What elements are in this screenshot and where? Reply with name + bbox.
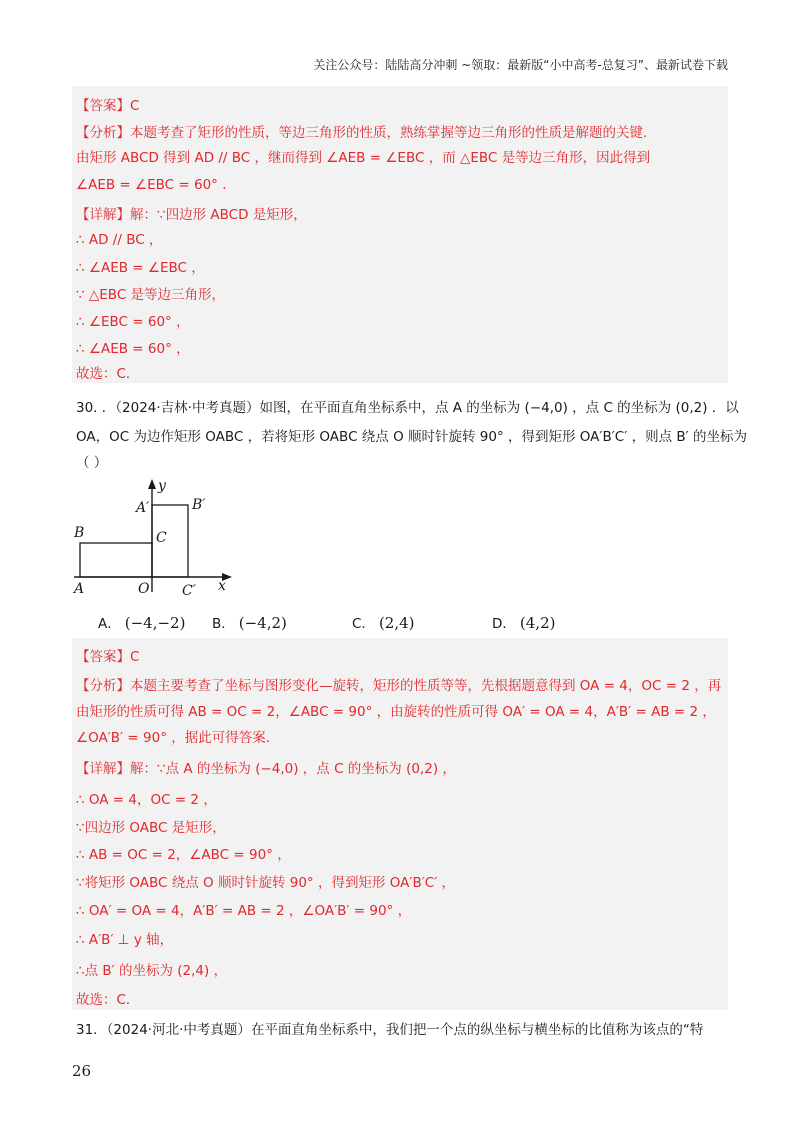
option-label: D． (492, 616, 516, 632)
coordinate-figure (70, 476, 240, 600)
detail-line: ∴ OA = 4，OC = 2 ， (76, 792, 217, 808)
detail-line: ∴ A′B′ ⊥ y 轴， (76, 932, 174, 948)
detail-line: ∵ △EBC 是等边三角形， (76, 287, 226, 303)
option-b[interactable] (212, 612, 287, 632)
option-value: (−4,2) (238, 614, 287, 632)
page-header: 关注公众号：陆陆高分冲刺 ~领取：最新版“小中高考-总复习”、最新试卷下载 (313, 58, 728, 72)
detail-line: ∵将矩形 OABC 绕点 O 顺时针旋转 90° ，得到矩形 OA′B′C′ ， (76, 875, 456, 891)
label-A: A (74, 581, 85, 597)
option-label: A． (98, 616, 121, 632)
detail-line: 【详解】解：∵四边形 ABCD 是矩形， (76, 207, 307, 223)
label-y: y (158, 478, 166, 494)
option-label: B． (212, 616, 235, 632)
answer-line: 【答案】C (76, 649, 140, 665)
analysis-line: ∠OA′B′ = 90° ，据此可得答案． (76, 730, 280, 746)
option-label: C． (352, 616, 375, 632)
label-A-prime: A′ (136, 500, 150, 516)
label-C: C (156, 530, 167, 546)
question-line: （ ） (76, 455, 108, 471)
detail-line: 【详解】解：∵点 A 的坐标为 (−4,0) ，点 C 的坐标为 (0,2) ， (76, 761, 456, 777)
detail-line: ∴ OA′ = OA = 4，A′B′ = AB = 2 ，∠OA′B′ = 90° ， (76, 903, 412, 919)
label-C-prime: C′ (182, 583, 196, 599)
question-line: 31．（2024·河北·中考真题）在平面直角坐标系中，我们把一个点的纵坐标与横坐标的比值称为该点的“特 (76, 1022, 704, 1038)
analysis-line: 【分析】本题主要考查了坐标与图形变化—旋转，矩形的性质等等，先根据题意得到 OA = 4，OC = 2 ，再 (76, 678, 722, 694)
detail-line: ∴ ∠AEB = 60° ， (76, 341, 190, 357)
y-axis-arrow (148, 479, 156, 489)
option-c[interactable] (352, 612, 415, 632)
option-d[interactable] (492, 612, 555, 632)
page-number: 26 (72, 1062, 92, 1080)
detail-line: ∵四边形 OABC 是矩形， (76, 820, 226, 836)
label-O: O (138, 581, 150, 597)
option-value: (−4,−2) (124, 614, 186, 632)
analysis-line: 【分析】本题考查了矩形的性质，等边三角形的性质，熟练掌握等边三角形的性质是解题的关键． (76, 125, 657, 141)
option-value: (2,4) (378, 614, 415, 632)
choice-line: 故选：C． (76, 992, 140, 1008)
question-line: 30. ．（2024·吉林·中考真题）如图，在平面直角坐标系中，点 A 的坐标为 (−4,0) ，点 C 的坐标为 (0,2) ．以 (76, 400, 739, 416)
detail-line: ∴ AD // BC ， (76, 232, 163, 248)
answer-line: 【答案】C (76, 98, 140, 114)
rectangle-oabc (80, 543, 152, 577)
detail-line: ∴ ∠EBC = 60° ， (76, 314, 190, 330)
detail-line: ∴ AB = OC = 2，∠ABC = 90° ， (76, 847, 291, 863)
detail-line: ∴ ∠AEB = ∠EBC ， (76, 260, 205, 276)
option-value: (4,2) (519, 614, 556, 632)
question-line: OA，OC 为边作矩形 OABC ，若将矩形 OABC 绕点 O 顺时针旋转 90° ，得到矩形 OA′B′C′ ，则点 B′ 的坐标为 (76, 429, 747, 445)
choice-line: 故选：C． (76, 366, 140, 382)
analysis-line: 由矩形 ABCD 得到 AD // BC ，继而得到 ∠AEB = ∠EBC ，而 △EBC 是等边三角形，因此得到 (76, 150, 651, 166)
label-B: B (74, 525, 85, 541)
label-x: x (218, 578, 226, 594)
option-a[interactable] (98, 612, 185, 632)
detail-line: ∴点 B′ 的坐标为 (2,4) ， (76, 963, 228, 979)
analysis-line: ∠AEB = ∠EBC = 60° ． (76, 177, 236, 193)
label-B-prime: B′ (192, 497, 206, 513)
analysis-line: 由矩形的性质可得 AB = OC = 2，∠ABC = 90° ，由旋转的性质可得 OA′ = OA = 4，A′B′ = AB = 2 ， (76, 704, 716, 720)
